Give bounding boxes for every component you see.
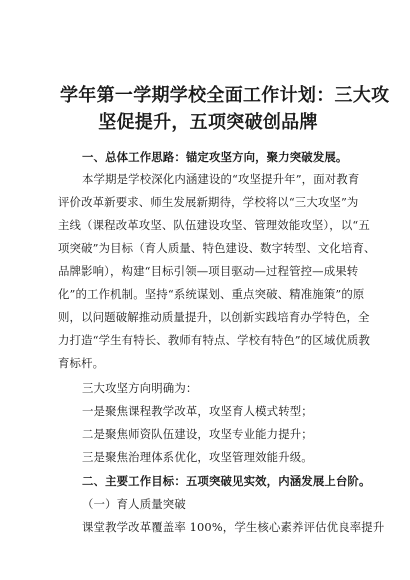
para1-line-2: 评价改革新要求、师生发展新期待，学校将以“三大攻坚”为 — [58, 195, 359, 209]
para1-line-3: 主线（课程改革攻坚、队伍建设攻坚、管理效能攻坚），以“五 — [58, 218, 370, 232]
para1-line-8: 力打造“学生有特长、教师有特点、学校有特色”的区域优质教 — [58, 333, 371, 347]
section2-heading: 二、主要工作目标：五项突破见实效，内涵发展上台阶。 — [82, 474, 371, 488]
section1-heading: 一、总体工作思路：锚定攻坚方向，聚力突破发展。 — [82, 150, 348, 164]
para1-line-4: 项突破”为目标（育人质量、特色建设、数字转型、文化培育、 — [58, 241, 376, 255]
focus-intro: 三大攻坚方向明确为： — [82, 381, 198, 395]
focus-item-2: 二是聚焦师资队伍建设，攻坚专业能力提升； — [82, 427, 313, 441]
para1-line-1: 本学期是学校深化内涵建设的“攻坚提升年”，面对教育 — [82, 172, 360, 186]
para1-line-7: 则，以问题破解推动质量提升，以创新实践培育办学特色，全 — [58, 310, 370, 324]
para1-line-5: 品牌影响），构建“目标引领—项目驱动—过程管控—成果转 — [58, 264, 359, 278]
subsection-1-heading: （一）育人质量突破 — [82, 497, 186, 511]
para1-line-9: 育标杆。 — [58, 356, 105, 370]
focus-item-1: 一是聚焦课程教学改革，攻坚育人模式转型； — [82, 404, 313, 418]
document-title — [60, 82, 390, 136]
para1-line-6: 化”的工作机制。坚持“系统谋划、重点突破、精准施策”的原 — [58, 287, 365, 301]
title-line-1: 学年第一学期学校全面工作计划：三大攻 — [60, 85, 390, 106]
title-line-2: 坚促提升，五项突破创品牌 — [98, 112, 318, 133]
para2-line-1: 课堂教学改革覆盖率 100%，学生核心素养评估优良率提升 — [82, 520, 385, 534]
focus-item-3: 三是聚焦治理体系优化，攻坚管理效能升级。 — [82, 450, 313, 464]
